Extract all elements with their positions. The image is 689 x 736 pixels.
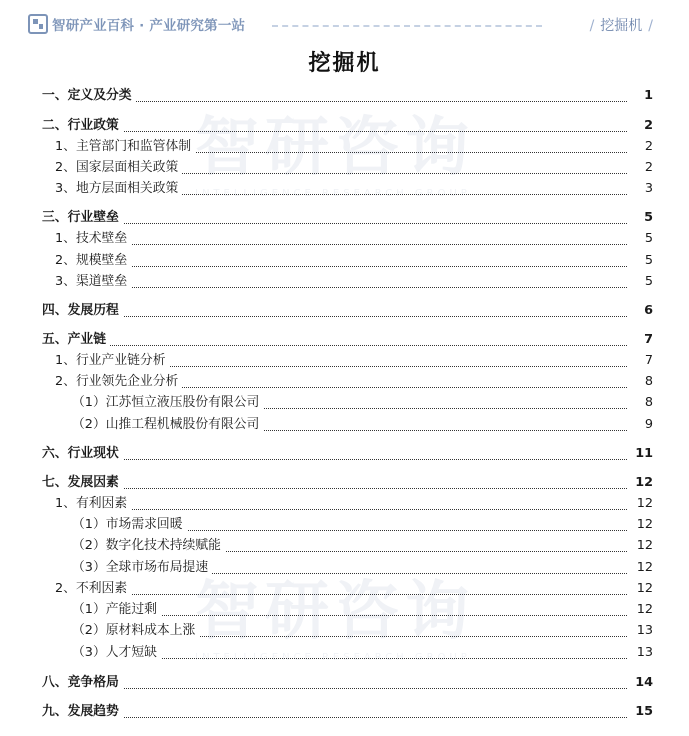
brand-logo[interactable]	[28, 14, 245, 34]
toc-entry[interactable]	[0, 515, 689, 535]
toc-entry-label: 四、发展历程	[42, 301, 123, 321]
toc-entry-page: 3	[628, 179, 653, 199]
watermark-tagline-lower: INTELLIGENCE RESEARCH GROUP	[195, 652, 471, 663]
toc-entry-label: 五、产业链	[42, 330, 110, 350]
toc-entry-label: 九、发展趋势	[42, 702, 123, 722]
toc-dot-leader	[55, 266, 651, 267]
toc-entry-label: （2）原材料成本上涨	[72, 621, 199, 641]
toc-dot-leader	[55, 244, 651, 245]
toc-entry[interactable]	[0, 301, 689, 321]
breadcrumb-separator: /	[589, 18, 595, 34]
toc-entry[interactable]	[0, 330, 689, 350]
toc-entry-label: 三、行业壁垒	[42, 208, 123, 228]
toc-entry-page: 13	[628, 643, 653, 663]
toc-entry-page: 5	[628, 251, 653, 271]
toc-entry-label: 二、行业政策	[42, 116, 123, 136]
toc-entry-label: 2、行业领先企业分析	[55, 372, 182, 392]
toc-entry-label: 2、国家层面相关政策	[55, 158, 182, 178]
toc-entry-page: 11	[628, 444, 653, 464]
toc-entry-label: 七、发展因素	[42, 473, 123, 493]
toc-entry[interactable]	[0, 137, 689, 157]
toc-dot-leader	[42, 488, 651, 489]
toc-dot-leader	[42, 717, 651, 718]
toc-entry-label: （1）产能过剩	[72, 600, 161, 620]
toc-entry-label: 1、主管部门和监管体制	[55, 137, 195, 157]
toc-entry-label: 1、行业产业链分析	[55, 351, 170, 371]
toc-entry-page: 7	[628, 351, 653, 371]
toc-entry-page: 13	[628, 621, 653, 641]
toc-entry[interactable]	[0, 415, 689, 435]
watermark-tagline: INTELLIGENCE RESEARCH GROUP	[195, 188, 471, 199]
toc-entry[interactable]	[0, 251, 689, 271]
toc-entry-page: 9	[628, 415, 653, 435]
toc-entry-label: （1）市场需求回暖	[72, 515, 187, 535]
toc-entry-page: 6	[628, 301, 653, 321]
toc-entry-page: 8	[628, 372, 653, 392]
toc-entry[interactable]	[0, 229, 689, 249]
toc-entry[interactable]	[0, 351, 689, 371]
toc-dot-leader	[55, 594, 651, 595]
page-header	[0, 0, 689, 44]
toc-entry[interactable]	[0, 621, 689, 641]
toc-entry-page: 2	[628, 137, 653, 157]
toc-entry-label: 一、定义及分类	[42, 86, 136, 106]
toc-entry-page: 12	[628, 515, 653, 535]
toc-entry[interactable]	[0, 494, 689, 514]
toc-entry-label: 3、渠道壁垒	[55, 272, 131, 292]
toc-dot-leader	[55, 287, 651, 288]
toc-entry-label: 六、行业现状	[42, 444, 123, 464]
toc-entry[interactable]	[0, 579, 689, 599]
toc-entry-page: 12	[628, 473, 653, 493]
toc-entry-label: （1）江苏恒立液压股份有限公司	[72, 393, 263, 413]
toc-entry-page: 12	[628, 600, 653, 620]
toc-dot-leader	[42, 316, 651, 317]
toc-entry-page: 12	[628, 579, 653, 599]
toc-entry-page: 5	[628, 229, 653, 249]
toc-entry[interactable]	[0, 179, 689, 199]
toc-entry[interactable]	[0, 558, 689, 578]
toc-entry-label: 八、竞争格局	[42, 673, 123, 693]
watermark-logo-text-lower: 智研咨询	[195, 575, 475, 649]
breadcrumb	[584, 15, 659, 35]
toc-entry[interactable]	[0, 158, 689, 178]
toc-dot-leader	[42, 223, 651, 224]
toc-dot-leader	[42, 131, 651, 132]
toc-entry-label: （2）数字化技术持续赋能	[72, 536, 225, 556]
toc-entry-page: 15	[628, 702, 653, 722]
toc-entry-page: 12	[628, 536, 653, 556]
page-title: 挖掘机	[308, 51, 381, 76]
toc-entry[interactable]	[0, 208, 689, 228]
toc-entry-label: 2、不利因素	[55, 579, 131, 599]
toc-entry[interactable]	[0, 444, 689, 464]
toc-entry-label: （2）山推工程机械股份有限公司	[72, 415, 263, 435]
toc-entry-label: 3、地方层面相关政策	[55, 179, 182, 199]
toc-dot-leader	[55, 509, 651, 510]
toc-dot-leader	[42, 345, 651, 346]
header-divider	[272, 25, 542, 27]
toc-entry[interactable]	[0, 673, 689, 693]
toc-entry[interactable]	[0, 536, 689, 556]
toc-entry-page: 1	[628, 86, 653, 106]
toc-entry[interactable]	[0, 473, 689, 493]
brand-logo-icon	[28, 14, 48, 34]
breadcrumb-current[interactable]: 挖掘机	[600, 18, 643, 34]
toc-dot-leader	[42, 688, 651, 689]
toc-entry-page: 8	[628, 393, 653, 413]
toc-entry[interactable]	[0, 272, 689, 292]
toc-entry-page: 5	[628, 208, 653, 228]
toc-entry-page: 2	[628, 158, 653, 178]
toc-entry[interactable]	[0, 86, 689, 106]
toc-entry-label: 2、规模壁垒	[55, 251, 131, 271]
toc-entry-label: （3）人才短缺	[72, 643, 161, 663]
toc-entry[interactable]	[0, 643, 689, 663]
toc-entry[interactable]	[0, 372, 689, 392]
toc-dot-leader	[42, 459, 651, 460]
toc-entry-page: 12	[628, 494, 653, 514]
toc-entry[interactable]	[0, 600, 689, 620]
breadcrumb-separator-end: /	[648, 18, 653, 34]
brand-name: 智研产业百科 · 产业研究第一站	[52, 18, 246, 34]
toc-entry[interactable]	[0, 702, 689, 722]
toc-entry-page: 14	[628, 673, 653, 693]
toc-entry[interactable]	[0, 116, 689, 136]
toc-entry-label: （3）全球市场布局提速	[72, 558, 212, 578]
toc-entry-page: 5	[628, 272, 653, 292]
toc-entry-page: 2	[628, 116, 653, 136]
watermark-logo-text: 智研咨询	[195, 111, 475, 185]
toc-entry-page: 12	[628, 558, 653, 578]
toc-entry-label: 1、有利因素	[55, 494, 131, 514]
toc-entry-label: 1、技术壁垒	[55, 229, 131, 249]
toc-entry-page: 7	[628, 330, 653, 350]
toc-entry[interactable]	[0, 393, 689, 413]
